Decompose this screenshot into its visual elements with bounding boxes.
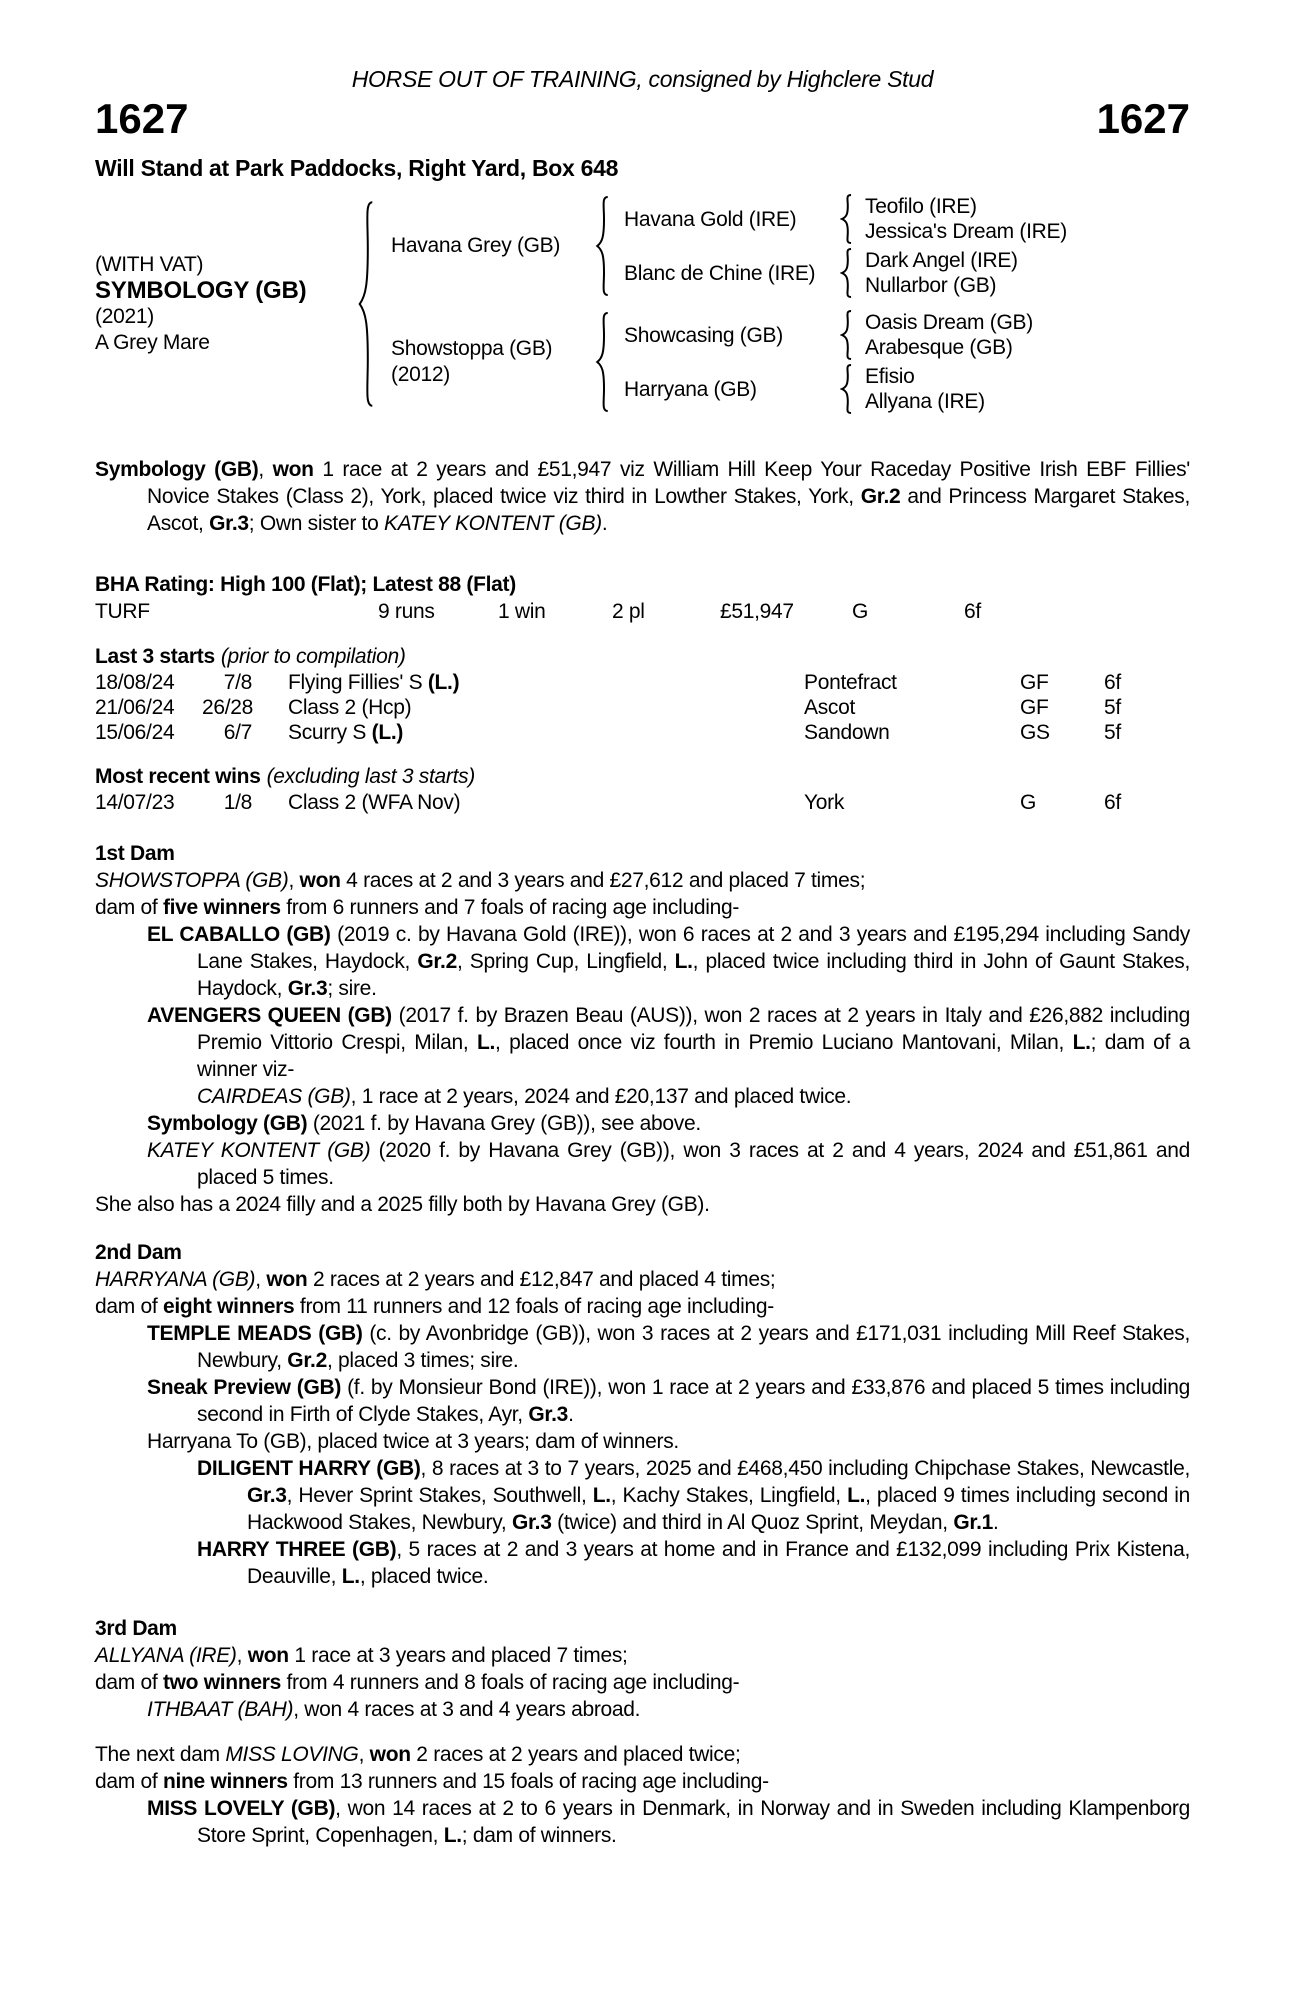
stats-runs: 9 runs (378, 600, 435, 623)
start-date: 21/06/24 (95, 696, 175, 719)
sire-sire-name: Havana Gold (IRE) (624, 207, 797, 231)
subject-year: (2021) (95, 305, 154, 328)
offspring-entry-temple-meads: TEMPLE MEADS (GB) (c. by Avonbridge (GB)), won 3 races at 2 years and £171,031 including Mill Reef Stakes, Newbury, Gr.2, placed 3 times; sire. (147, 1322, 1190, 1372)
start-position: 26/28 (202, 696, 254, 719)
next-dam-produce-note: dam of nine winners from 13 runners and 15 foals of racing age including- (95, 1770, 769, 1793)
subject-block (95, 252, 357, 356)
dam-year: (2012) (391, 363, 450, 386)
dam-dam-sire-name: Efisio (865, 365, 915, 388)
next-dam-intro: The next dam MISS LOVING, won 2 races at 2 years and placed twice; (95, 1743, 741, 1766)
sire-dam-sire-name: Dark Angel (IRE) (865, 249, 1018, 272)
dam-brace (595, 311, 610, 413)
offspring-entry-katey-kontent: KATEY KONTENT (GB) (2020 f. by Havana Grey (GB)), won 3 races at 2 and 4 years, 2024 and £51,861 and placed 5 times. (147, 1139, 1190, 1189)
sire-dam-name: Blanc de Chine (IRE) (624, 261, 816, 285)
offspring-entry-harryana-to: Harryana To (GB), placed twice at 3 years; dam of winners. (147, 1430, 679, 1453)
offspring-entry-sneak-preview: Sneak Preview (GB) (f. by Monsieur Bond (IRE)), won 1 race at 2 years and £33,876 and placed 5 times including second in Firth of Clyde Stakes, Ayr, Gr.3. (147, 1376, 1190, 1426)
dam-dam-dam-name: Allyana (IRE) (865, 390, 985, 413)
recent-wins-header (95, 763, 1190, 790)
offspring-entry-miss-lovely: MISS LOVELY (GB), won 14 races at 2 to 6 years in Denmark, in Norway and in Sweden including Klampenborg Store Sprint, Copenhagen, L.; dam of winners. (147, 1797, 1190, 1847)
sire-name: Havana Grey (GB) (391, 234, 561, 257)
last-starts-note: (prior to compilation) (220, 645, 406, 668)
lot-number-right: 1627 (1096, 95, 1190, 142)
start-going: GF (1020, 696, 1049, 719)
stats-wins: 1 win (498, 600, 546, 623)
stats-earnings: £51,947 (720, 600, 794, 623)
dam-sire-brace (840, 310, 853, 360)
last-starts-table (95, 670, 1190, 745)
recent-wins-note: (excluding last 3 starts) (266, 765, 475, 788)
start-venue: Sandown (804, 721, 890, 744)
dam-dam-brace (840, 364, 853, 414)
third-dam-intro: ALLYANA (IRE), won 1 race at 3 years and placed 7 times; (95, 1644, 628, 1667)
start-distance: 5f (1104, 721, 1121, 744)
start-race: Flying Fillies' S (L.) (288, 671, 460, 694)
offspring-entry-el-caballo: EL CABALLO (GB) (2019 c. by Havana Gold (IRE)), won 6 races at 2 and 3 years and £195,294 including Sandy Lane Stakes, Haydock, Gr.2, Spring Cup, Lingfield, L., placed twice including third in John of Gaunt Stakes, Haydock, Gr.3; sire. (147, 923, 1191, 1000)
pedigree-sire-half (391, 194, 1067, 298)
dam-block (391, 336, 595, 388)
start-distance: 6f (1104, 671, 1121, 694)
win-venue: York (804, 791, 845, 814)
sire-brace (595, 195, 610, 297)
start-date: 18/08/24 (95, 671, 175, 694)
offspring-entry-symbology: Symbology (GB) (2021 f. by Havana Grey (GB)), see above. (147, 1112, 701, 1135)
lot-number-left: 1627 (95, 95, 189, 142)
dam-sire-sire-name: Oasis Dream (GB) (865, 311, 1033, 334)
pedigree-table (95, 194, 1190, 414)
stats-places: 2 pl (612, 600, 645, 623)
first-dam-produce-note: dam of five winners from 6 runners and 7 foals of racing age including- (95, 896, 740, 919)
first-dam-intro: SHOWSTOPPA (GB), won 4 races at 2 and 3 years and £27,612 and placed 7 times; (95, 869, 866, 892)
start-going: GF (1020, 671, 1049, 694)
start-distance: 5f (1104, 696, 1121, 719)
start-date: 15/06/24 (95, 721, 175, 744)
last-starts-header (95, 643, 1190, 670)
consignor-note: HORSE OUT OF TRAINING, consigned by Highclere Stud (351, 66, 934, 92)
subject-vat-note: (WITH VAT) (95, 253, 204, 276)
start-going: GS (1020, 721, 1050, 744)
last-starts-title: Last 3 starts (95, 645, 215, 668)
first-dam-heading: 1st Dam (95, 842, 175, 865)
start-race: Class 2 (Hcp) (288, 696, 412, 719)
offspring-entry-diligent-harry: DILIGENT HARRY (GB), 8 races at 3 to 7 years, 2025 and £468,450 including Chipchase Stakes, Newcastle, Gr.3, Hever Sprint Stakes, Southwell, L., Kachy Stakes, Lingfield, L., placed 9 times including second in Hackwood Stakes, Newbury, Gr.3 (twice) and third in Al Quoz Sprint, Meydan, Gr.1. (197, 1457, 1191, 1534)
win-distance: 6f (1104, 791, 1121, 814)
subject-description: A Grey Mare (95, 331, 210, 354)
start-race: Scurry S (L.) (288, 721, 404, 744)
bha-rating: BHA Rating: High 100 (Flat); Latest 88 (Flat) (95, 573, 516, 596)
stats-going: G (852, 600, 869, 623)
turf-stats-row (95, 598, 1190, 625)
dam-name: Showstoppa (GB) (391, 337, 553, 360)
second-dam-heading: 2nd Dam (95, 1241, 182, 1264)
win-race: Class 2 (WFA Nov) (288, 791, 461, 814)
pedigree-main-brace (357, 198, 375, 410)
offspring-entry-avengers-queen: AVENGERS QUEEN (GB) (2017 f. by Brazen Beau (AUS)), won 2 races at 2 years in Italy and £26,882 including Premio Vittorio Crespi, Milan, L., placed once viz fourth in Premio Luciano Mantovani, Milan, L.; dam of a winner viz- (147, 1004, 1190, 1081)
start-venue: Pontefract (804, 671, 897, 694)
offspring-entry-ithbaat: ITHBAAT (BAH), won 4 races at 3 and 4 years abroad. (147, 1698, 641, 1721)
offspring-entry-harry-three: HARRY THREE (GB), 5 races at 2 and 3 years at home and in France and £132,099 including Prix Kistena, Deauville, L., placed twice. (197, 1538, 1190, 1588)
recent-wins-title: Most recent wins (95, 765, 261, 788)
sire-sire-dam-name: Jessica's Dream (IRE) (865, 220, 1067, 243)
lot-number-row (95, 95, 1190, 147)
stand-location: Will Stand at Park Paddocks, Right Yard, Box 648 (95, 155, 619, 181)
sire-dam-dam-name: Nullarbor (GB) (865, 274, 997, 297)
sire-dam-brace (840, 248, 853, 298)
dam-sire-dam-name: Arabesque (GB) (865, 336, 1013, 359)
stats-surface: TURF (95, 600, 150, 623)
second-dam-produce-note: dam of eight winners from 11 runners and 12 foals of racing age including- (95, 1295, 774, 1318)
win-date: 14/07/23 (95, 791, 175, 814)
subject-name: SYMBOLOGY (GB) (95, 277, 307, 304)
third-dam-produce-note: dam of two winners from 4 runners and 8 foals of racing age including- (95, 1671, 740, 1694)
second-dam-intro: HARRYANA (GB), won 2 races at 2 years and £12,847 and placed 4 times; (95, 1268, 776, 1291)
first-dam-closing-note: She also has a 2024 filly and a 2025 filly both by Havana Grey (GB). (95, 1193, 710, 1216)
stats-distance: 6f (964, 600, 981, 623)
race-record-summary: Symbology (GB), won 1 race at 2 years and £51,947 viz William Hill Keep Your Raceday Positive Irish EBF Fillies' Novice Stakes (Class 2), York, placed twice viz third in Lowther Stakes, York, Gr.2 and Princess Margaret Stakes, Ascot, Gr.3; Own sister to KATEY KONTENT (GB). (95, 458, 1191, 535)
start-position: 6/7 (223, 721, 252, 744)
pedigree-generations (391, 194, 1067, 414)
start-position: 7/8 (223, 671, 252, 694)
sire-sire-sire-name: Teofilo (IRE) (865, 195, 977, 218)
recent-wins-table (95, 790, 1190, 815)
dam-dam-name: Harryana (GB) (624, 377, 757, 401)
pedigree-dam-half (391, 310, 1067, 414)
third-dam-heading: 3rd Dam (95, 1617, 177, 1640)
win-going: G (1020, 791, 1037, 814)
start-venue: Ascot (804, 696, 856, 719)
dam-sire-name: Showcasing (GB) (624, 323, 783, 347)
win-position: 1/8 (223, 791, 252, 814)
sire-sire-brace (840, 194, 853, 244)
offspring-entry-cairdeas: CAIRDEAS (GB), 1 race at 2 years, 2024 and £20,137 and placed twice. (197, 1085, 852, 1108)
